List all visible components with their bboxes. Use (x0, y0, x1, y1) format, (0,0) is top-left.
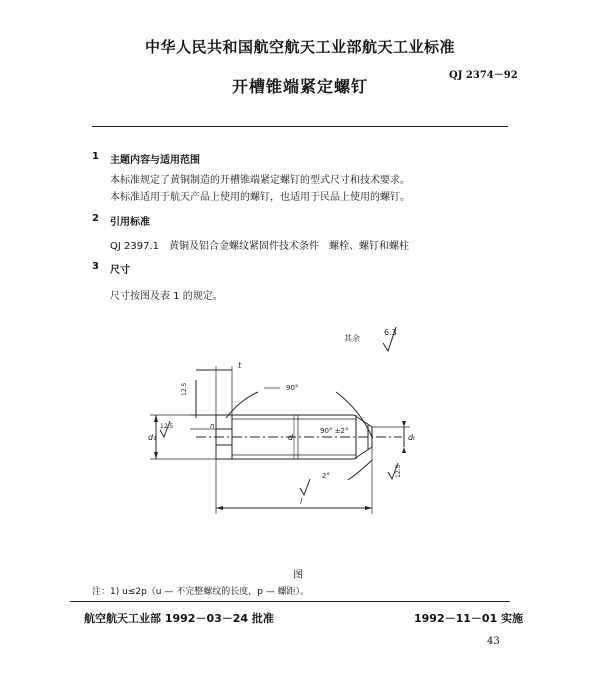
section-2-heading: 引用标准 (110, 217, 150, 228)
dim-d1-label: d₁ (148, 433, 157, 442)
approval-line: 航空航天工业部 1992－03－24 批准 (84, 612, 274, 625)
section-2-line-1: QJ 2397.1 黄铜及铝合金螺纹紧固件技术条件 螺栓、螺钉和螺柱 (110, 241, 409, 252)
effective-date: 1992－11－01 实施 (414, 612, 524, 625)
roughness-symbol-bottom (300, 479, 310, 495)
dim-l-label: l (300, 497, 303, 506)
angle-top-label: 90° (286, 384, 299, 392)
angle-bottom-label: 2° (322, 472, 330, 480)
dim-dt-label: dₜ (408, 433, 416, 442)
surface-note: 其余 (344, 334, 360, 343)
roughness-side-value: 12.5 (395, 464, 402, 478)
page-number: 43 (487, 636, 500, 647)
roughness-slot-value: 12.5 (181, 382, 188, 396)
section-2-number: 2 (92, 213, 99, 224)
angle-arc-bottom (348, 460, 372, 480)
figure-note: 注：1) u≤2p（u — 不完整螺纹的长度，p — 螺距）。 (92, 587, 310, 597)
section-3-heading: 尺寸 (110, 265, 130, 276)
dim-d-label: d (288, 433, 294, 442)
section-1-line-1: 本标准规定了黄铜制造的开槽锥端紧定螺钉的型式尺寸和技术要求。 (110, 175, 410, 186)
issuer-heading: 中华人民共和国航空航天工业部航天工业标准 (144, 38, 455, 56)
dim-n-label: n (210, 422, 215, 430)
footer-divider (70, 601, 510, 602)
roughness-left-value: 12.5 (160, 423, 174, 430)
document-title: 开槽锥端紧定螺钉 (231, 77, 368, 96)
section-3-number: 3 (92, 261, 99, 272)
section-1-number: 1 (92, 151, 99, 162)
section-1-heading: 主题内容与适用范围 (110, 155, 200, 166)
section-1-line-2: 本标准适用于航天产品上使用的螺钉，也适用于民品上使用的螺钉。 (110, 192, 410, 203)
dim-t-label: t (238, 361, 242, 370)
angle-tip-label: 90° ±2° (320, 427, 349, 435)
angle-arc-top (226, 392, 258, 418)
roughness-main-value: 6.3 (384, 328, 397, 337)
figure-caption: 图 (293, 570, 303, 581)
section-3-line-1: 尺寸按图及表 1 的规定。 (110, 291, 223, 302)
standard-number: QJ 2374－92 (449, 70, 518, 81)
